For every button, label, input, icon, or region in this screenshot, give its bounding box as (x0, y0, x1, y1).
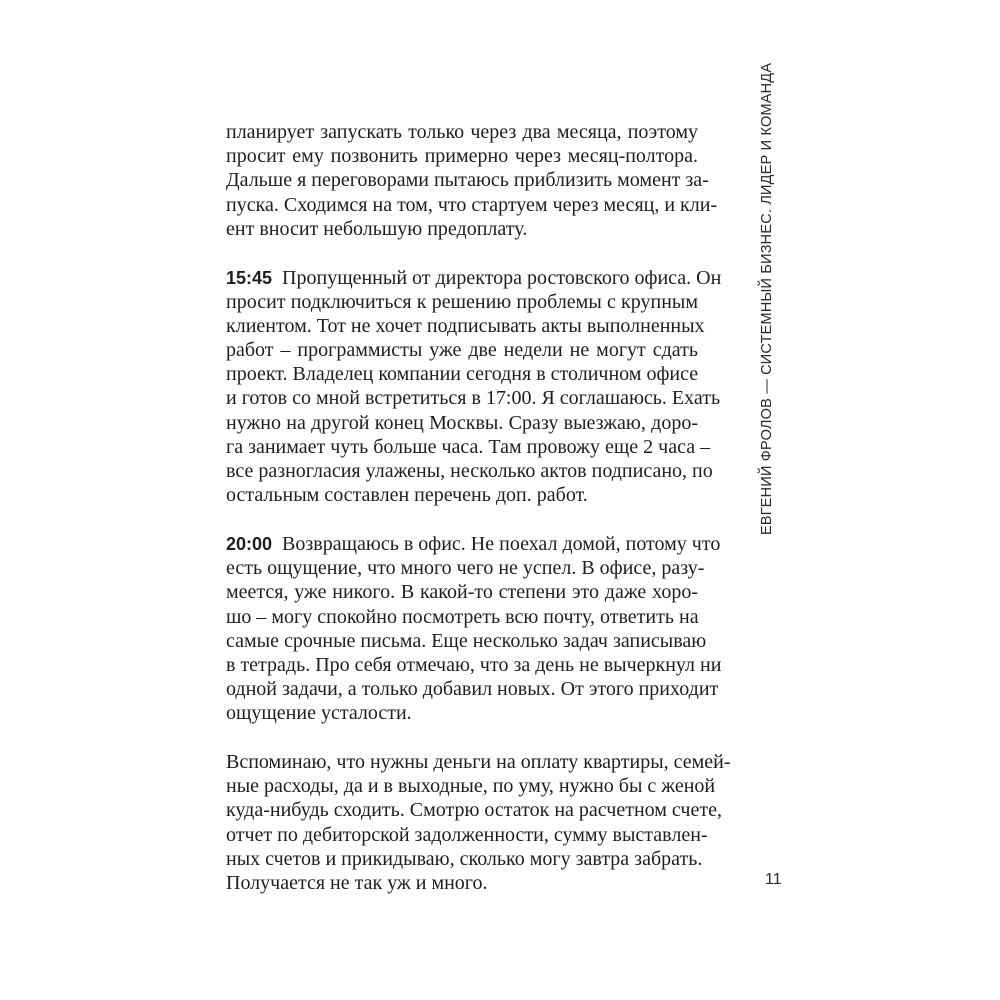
text-line: самые срочные письма. Еще несколько задач записываю (226, 629, 707, 652)
text-line: проект. Владелец компании сегодня в столичном офисе (226, 363, 699, 386)
text-line: отчет по дебиторской задолженности, сумму выставлен- (226, 823, 708, 846)
paragraph-gap (226, 241, 698, 266)
text-line: меется, уже никого. В какой-то степени это даже хоро- (226, 581, 698, 604)
text-line: куда-нибудь сходить. Смотрю остаток на расчетном счете, (226, 799, 722, 822)
text-line: Дальше я переговорами пытаюсь приблизить момент за- (226, 169, 709, 192)
paragraph (226, 120, 718, 241)
text-line: все разногласия улажены, несколько актов подписано, по (226, 460, 713, 483)
text-line-first (226, 266, 722, 290)
text-line: и готов со мной встретиться в 17:00. Я соглашаюсь. Ехать (226, 387, 721, 410)
text-line: одной задачи, а только добавил новых. От этого приходит (226, 678, 719, 701)
time-stamp: 20:00 (226, 534, 273, 554)
text-line: Получается не так уж и много. (226, 872, 488, 895)
text-line: Пропущенный от директора ростовского офиса. Он (282, 266, 722, 289)
text-line: работ – программисты уже две недели не могут сдать (226, 339, 698, 362)
text-line: ных счетов и прикидываю, сколько могу завтра забрать. (226, 847, 703, 870)
text-line: просит ему позвонить примерно через месяц-полтора. (226, 145, 698, 168)
body-text (226, 120, 731, 895)
text-line: клиентом. Тот не хочет подписывать акты выполненных (226, 314, 705, 337)
text-line: планирует запускать только через два месяца, поэтому (226, 121, 698, 143)
text-line: Возвращаюсь в офис. Не поехал домой, потому что (282, 533, 721, 555)
page-number: 11 (765, 871, 782, 888)
text-line-first (226, 532, 721, 556)
time-entry-paragraph (226, 266, 722, 508)
text-line: просит подключиться к решению проблемы с крупным (226, 290, 698, 313)
time-stamp: 15:45 (226, 267, 273, 288)
text-line: ощущение усталости. (226, 702, 412, 725)
text-line: ные расходы, да и в выходные, по уму, нужно бы с женой (226, 775, 716, 798)
paragraph-gap (226, 726, 698, 751)
text-line: ент вносит небольшую предоплату. (226, 217, 528, 240)
text-line: остальным составлен перечень доп. работ. (226, 484, 588, 507)
text-line: шо – могу спокойно посмотреть всю почту, ответить на (226, 605, 699, 628)
running-header: ЕВГЕНИЙ ФРОЛОВ — СИСТЕМНЫЙ БИЗНЕС. ЛИДЕР И КОМАНДА (759, 62, 775, 535)
text-line: в тетрадь. Про себя отмечаю, что за день не вычеркнул ни (226, 653, 722, 676)
text-line: га занимает чуть больше часа. Там провожу еще 2 часа – (226, 435, 711, 458)
time-entry-paragraph (226, 532, 722, 726)
text-line: пуска. Сходимся на том, что стартуем через месяц, и кли- (226, 193, 718, 216)
text-line: Вспоминаю, что нужны деньги на оплату квартиры, семей- (226, 751, 731, 774)
text-line: есть ощущение, что много чего не успел. В офисе, разу- (226, 557, 705, 580)
text-line: нужно на другой конец Москвы. Сразу выезжаю, доро- (226, 411, 698, 434)
paragraph-gap (226, 507, 698, 532)
paragraph (226, 750, 731, 895)
